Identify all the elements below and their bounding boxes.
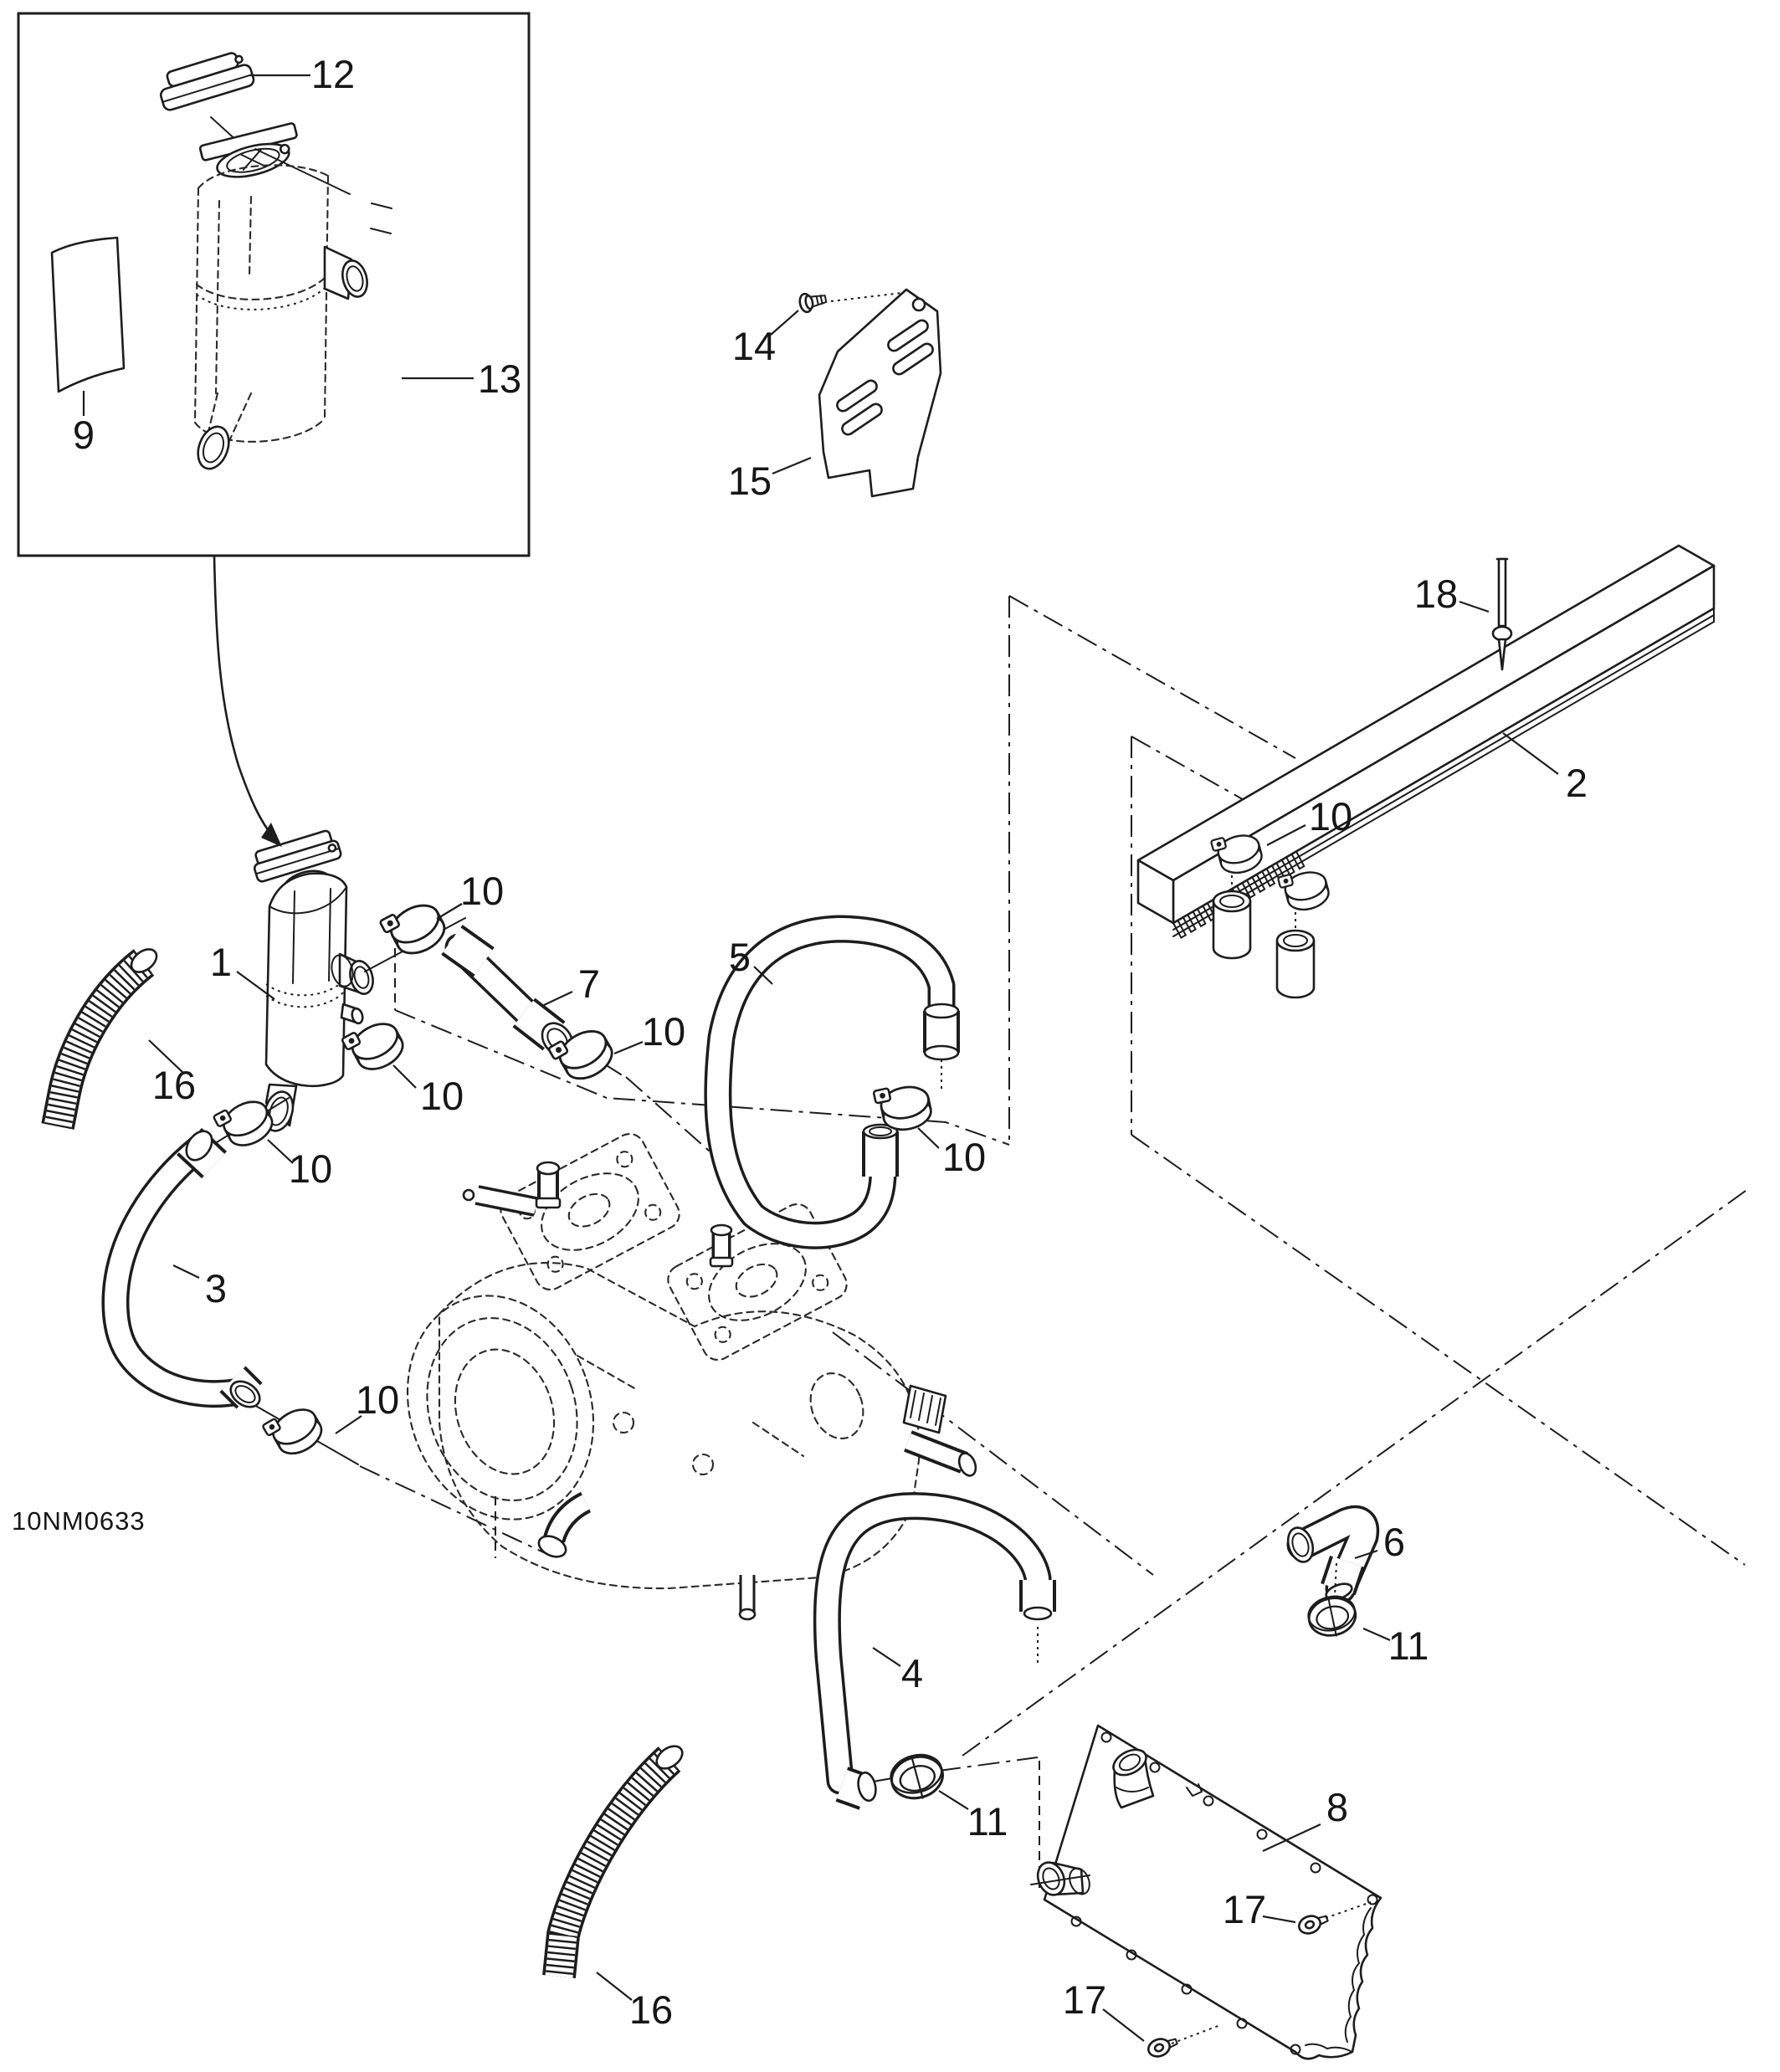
corrugated-hose-16-lower (559, 1759, 669, 1977)
callout-leader (1103, 2009, 1144, 2041)
inset-box (18, 13, 529, 556)
hose-4 (827, 1506, 1038, 1781)
hose-clamp-10 (380, 895, 451, 962)
callout-label-9: 9 (72, 413, 95, 457)
hose-clamp-10 (262, 1400, 327, 1462)
hose-5 (718, 929, 941, 1235)
callout-leader (873, 1648, 900, 1666)
clamp-ring-11 (886, 1750, 947, 1806)
callout-label-16: 16 (628, 1987, 674, 2032)
callout-leader (173, 1265, 199, 1278)
callout-label-15: 15 (727, 459, 772, 503)
callout-leader (393, 1065, 416, 1088)
engine-outlet-elbow-bottom (536, 1502, 755, 1619)
part-code: 10NM0633 (12, 1506, 146, 1536)
callout-label-3: 3 (204, 1266, 228, 1310)
callout-label-2: 2 (1565, 761, 1588, 805)
callout-label-10: 10 (355, 1377, 400, 1422)
callout-leader (614, 1042, 643, 1054)
callout-label-7: 7 (577, 962, 601, 1006)
callout-leader (544, 992, 572, 1005)
corrugated-hose-16-upper (58, 962, 144, 1126)
callout-label-6: 6 (1382, 1520, 1406, 1564)
callout-leader (918, 1128, 939, 1148)
hose-clamp-10 (1278, 866, 1331, 915)
callout-leader (1459, 602, 1489, 612)
callout-label-18: 18 (1413, 572, 1459, 616)
callout-label-10: 10 (1308, 794, 1353, 839)
callout-leader (597, 1972, 632, 2000)
exchanger-stub-2 (1277, 931, 1314, 998)
decal-sheet-9 (52, 238, 124, 392)
callout-label-17: 17 (1222, 1887, 1267, 1931)
screw-17-lower (1146, 2034, 1179, 2059)
callout-label-10: 10 (288, 1146, 333, 1191)
callout-label-5: 5 (728, 935, 751, 979)
callout-label-10: 10 (419, 1074, 464, 1118)
callout-label-16: 16 (151, 1063, 197, 1107)
hose-clamps (213, 829, 1360, 1806)
phantom-construction-lines (360, 596, 1749, 1888)
callout-label-8: 8 (1326, 1785, 1349, 1829)
callout-label-10: 10 (641, 1009, 686, 1054)
callout-label-14: 14 (731, 324, 777, 368)
callout-label-10: 10 (941, 1135, 987, 1179)
clamp-ring-11 (1306, 1592, 1360, 1642)
callout-label-17: 17 (1062, 1977, 1107, 2022)
engine-water-fitting-mid (710, 1225, 732, 1266)
mounting-screw-14 (798, 290, 828, 313)
callout-leader (772, 458, 811, 474)
heat-shield-bracket-15 (819, 290, 941, 496)
exchanger-stub-1 (1213, 891, 1250, 958)
coolant-tank-1 (250, 828, 377, 1135)
callout-label-13: 13 (477, 356, 522, 401)
callout-label-4: 4 (900, 1651, 924, 1695)
engine-water-fitting-left (464, 1162, 560, 1208)
engine-outlet-stub-right (904, 1386, 979, 1478)
callout-label-10: 10 (459, 869, 505, 913)
hose-clamp-10 (341, 1014, 408, 1078)
callout-leader (437, 904, 462, 919)
callout-leader (939, 1791, 968, 1809)
callout-leader (1503, 733, 1558, 774)
callout-leader (1363, 1628, 1390, 1640)
callout-label-11: 11 (1388, 1623, 1429, 1668)
callout-label-11: 11 (967, 1799, 1008, 1844)
callout-label-1: 1 (209, 940, 233, 984)
callout-label-12: 12 (310, 52, 356, 96)
pointer-arrow (214, 556, 282, 847)
